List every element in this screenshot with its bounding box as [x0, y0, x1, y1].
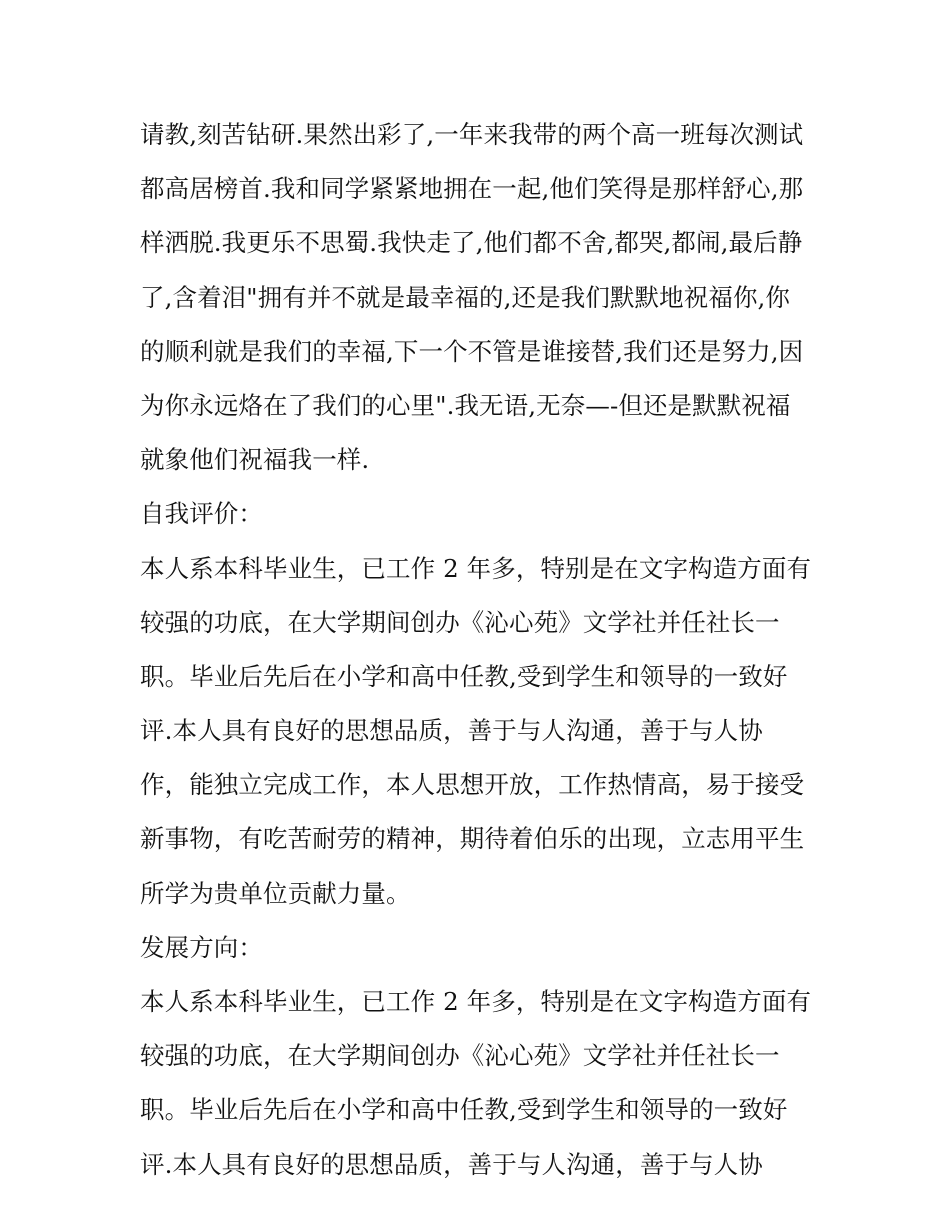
section-heading-development-direction: 发展方向：	[140, 932, 263, 962]
paragraph-line: 本人系本科毕业生，已工作 2 年多，特别是在文字构造方面有	[140, 553, 812, 583]
section-heading-self-evaluation: 自我评价：	[140, 499, 263, 529]
document-body	[140, 108, 830, 1192]
paragraph-line: 本人系本科毕业生，已工作 2 年多，特别是在文字构造方面有	[140, 987, 812, 1016]
paragraph-line: 职。毕业后先后在小学和高中任教,受到学生和领导的一致好	[140, 1095, 788, 1125]
paragraph-line: 评.本人具有良好的思想品质，善于与人沟通，善于与人协	[140, 716, 763, 746]
paragraph-line: 评.本人具有良好的思想品质，善于与人沟通，善于与人协	[140, 1149, 763, 1179]
paragraph-line: 作，能独立完成工作，本人思想开放，工作热情高，易于接受	[140, 770, 805, 800]
paragraph-line: 所学为贵单位贡献力量。	[140, 878, 411, 908]
paragraph-line: 了,含着泪"拥有并不就是最幸福的,还是我们默默地祝福你,你	[140, 282, 791, 312]
paragraph-line: 较强的功底，在大学期间创办《沁心苑》文学社并任社长一	[140, 1041, 780, 1071]
paragraph-line: 职。毕业后先后在小学和高中任教,受到学生和领导的一致好	[140, 661, 788, 691]
paragraph-line: 较强的功底，在大学期间创办《沁心苑》文学社并任社长一	[140, 607, 780, 637]
paragraph-line: 请教,刻苦钻研.果然出彩了,一年来我带的两个高一班每次测试	[140, 120, 804, 149]
paragraph-line: 就象他们祝福我一样.	[140, 445, 370, 475]
paragraph-line: 新事物，有吃苦耐劳的精神，期待着伯乐的出现，立志用平生	[140, 824, 805, 854]
paragraph-line: 都高居榜首.我和同学紧紧地拥在一起,他们笑得是那样舒心,那	[140, 174, 804, 204]
paragraph-line: 为你永远烙在了我们的心里".我无语,无奈—-但还是默默祝福	[140, 390, 791, 420]
paragraph-line: 的顺利就是我们的幸福,下一个不管是谁接替,我们还是努力,因	[140, 336, 804, 366]
paragraph-line: 样洒脱.我更乐不思蜀.我快走了,他们都不舍,都哭,都闹,最后静	[140, 228, 803, 258]
